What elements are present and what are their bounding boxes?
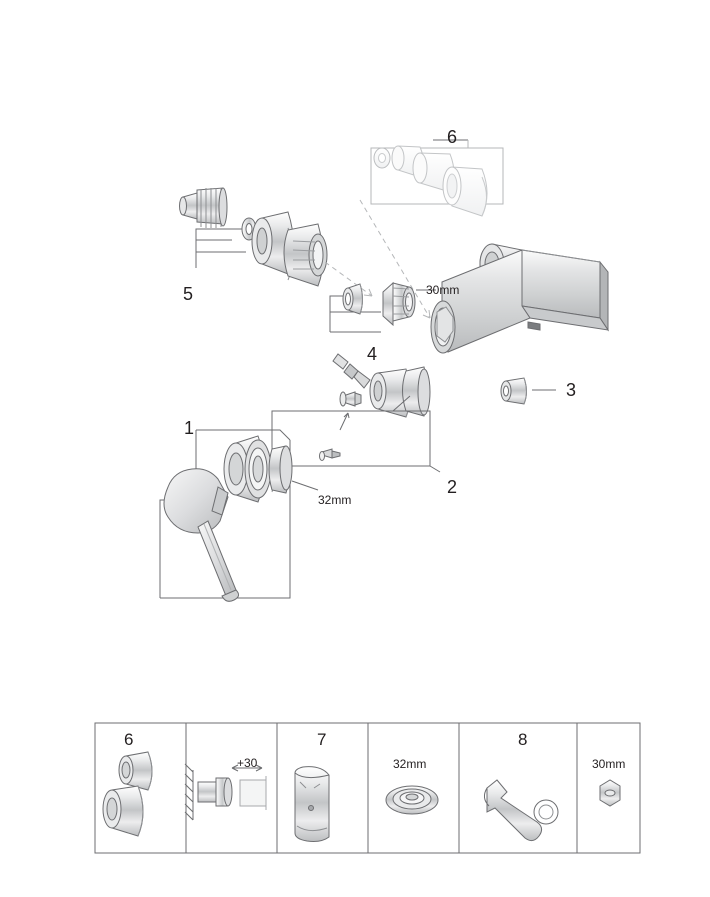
legend-label-32mm: 32mm <box>393 757 427 771</box>
callout-6: 6 <box>447 127 458 147</box>
callout-2: 2 <box>447 477 458 497</box>
legend-label-8: 8 <box>518 730 528 749</box>
legend-label-30mm: 30mm <box>592 757 626 771</box>
callout-5: 5 <box>183 284 194 304</box>
callout-4: 4 <box>367 344 378 364</box>
dimension-30mm: 30mm <box>426 283 460 297</box>
legend-label-plus30: +30 <box>237 756 258 770</box>
dimension-32mm: 32mm <box>318 493 352 507</box>
callout-1: 1 <box>184 418 195 438</box>
legend-label-6: 6 <box>124 730 134 749</box>
callout-3: 3 <box>566 380 577 400</box>
legend-label-7: 7 <box>317 730 327 749</box>
